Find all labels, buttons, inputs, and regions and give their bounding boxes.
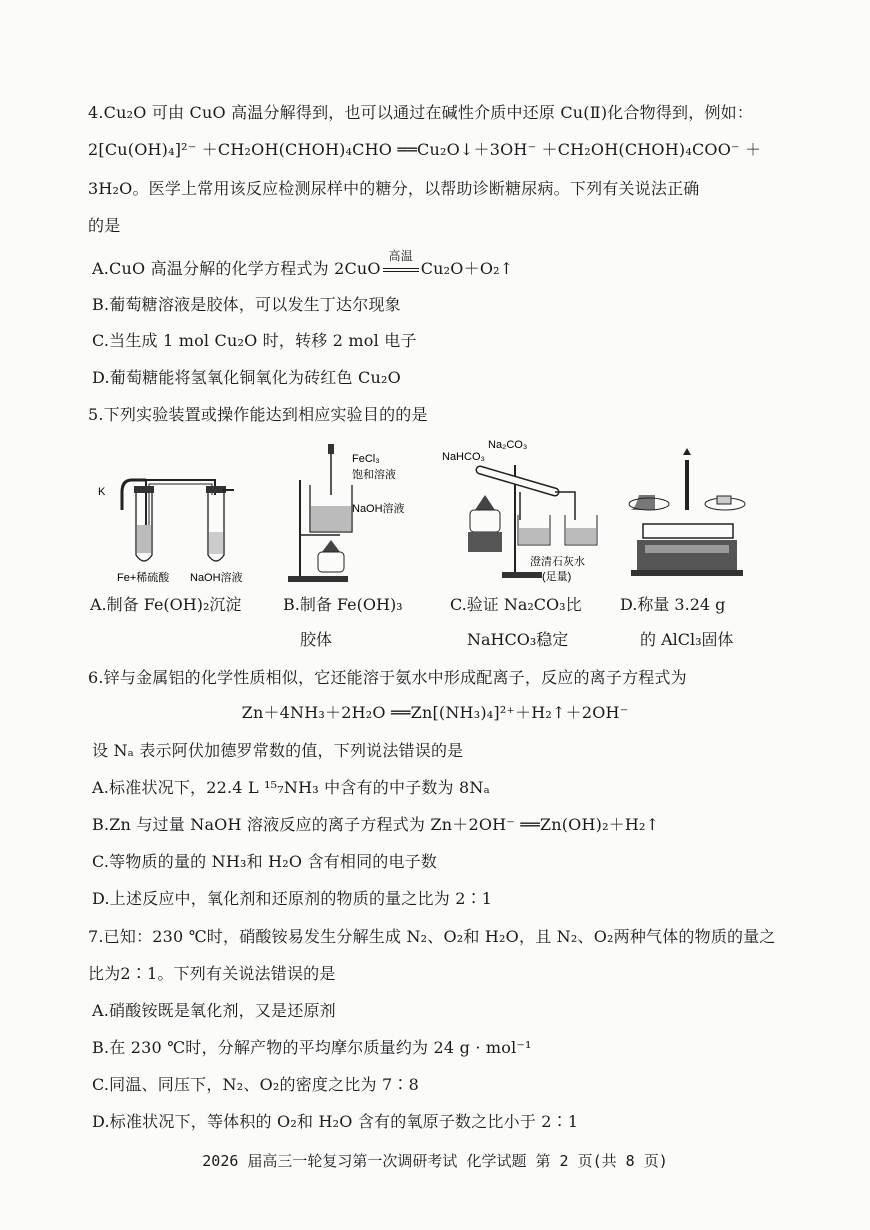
- q4-option-a-condition: 高温: [388, 249, 413, 263]
- q7-option-b: B.在 230 ℃时，分解产物的平均摩尔质量约为 24 g · mol⁻¹: [92, 1038, 532, 1057]
- q6-equation: Zn＋4NH₃＋2H₂O ══Zn[(NH₃)₄]²⁺＋H₂↑＋2OH⁻: [241, 703, 629, 722]
- q4-stem-line4: 的是: [88, 216, 121, 235]
- figure-c-limewater-label: 澄清石灰水: [530, 556, 585, 568]
- q4-option-c: C.当生成 1 mol Cu₂O 时，转移 2 mol 电子: [92, 331, 417, 350]
- figure-b-saturated-label: 饱和溶液: [352, 469, 396, 481]
- figure-b-naoh-label: NaOH溶液: [352, 503, 405, 515]
- q5-stem: 5.下列实验装置或操作能达到相应实验目的的是: [88, 405, 428, 424]
- figure-a-apparatus: [92, 440, 252, 585]
- figure-b-apparatus: [280, 440, 420, 585]
- figure-b-fecl3-label: FeCl₃: [352, 453, 380, 465]
- figure-c-apparatus: [440, 440, 615, 585]
- q6-option-b: B.Zn 与过量 NaOH 溶液反应的离子方程式为 Zn＋2OH⁻ ══Zn(OH)₂＋H₂↑: [92, 815, 660, 834]
- q4-option-a: [92, 249, 514, 279]
- q5-caption-d-line1: D.称量 3.24 g: [620, 595, 726, 614]
- q7-option-c: C.同温、同压下，N₂、O₂的密度之比为 7∶8: [92, 1075, 419, 1094]
- q5-caption-b-line1: B.制备 Fe(OH)₃: [283, 595, 403, 614]
- figure-a-right-label: NaOH溶液: [190, 572, 243, 584]
- q4-option-a-pre: A.CuO 高温分解的化学方程式为 2CuO: [92, 259, 381, 278]
- figure-c-na2co3-label: Na₂CO₃: [488, 440, 528, 451]
- figure-a-k-label: K: [98, 486, 106, 498]
- figure-a-left-label: Fe+稀硫酸: [117, 572, 170, 584]
- q4-option-a-arrow: [383, 268, 419, 272]
- figure-c-nahco3-label: NaHCO₃: [442, 451, 485, 463]
- q4-option-d: D.葡萄糖能将氢氧化铜氧化为砖红色 Cu₂O: [92, 368, 401, 387]
- q4-equation: 2[Cu(OH)₄]²⁻ ＋CH₂OH(CHOH)₄CHO ══Cu₂O↓＋3OH⁻ ＋CH₂OH(CHOH)₄COO⁻ ＋: [88, 140, 762, 159]
- q6-option-c: C.等物质的量的 NH₃和 H₂O 含有相同的电子数: [92, 852, 438, 871]
- figure-d-balance: [625, 440, 750, 585]
- figure-c-excess-label: (足量): [542, 571, 572, 583]
- q4-stem-line1: 4.Cu₂O 可由 CuO 高温分解得到，也可以通过在碱性介质中还原 Cu(Ⅱ)化合物得到，例如：: [88, 103, 754, 122]
- q7-stem-line1: 7.已知：230 ℃时，硝酸铵易发生分解生成 N₂、O₂和 H₂O，且 N₂、O₂两种气体的物质的量之: [88, 927, 776, 946]
- q6-option-d: D.上述反应中，氧化剂和还原剂的物质的量之比为 2∶1: [92, 889, 493, 908]
- q5-caption-d-line2: 的 AlCl₃固体: [640, 630, 734, 649]
- q7-option-d: D.标准状况下，等体积的 O₂和 H₂O 含有的氧原子数之比小于 2∶1: [92, 1112, 579, 1131]
- q7-option-a: A.硝酸铵既是氧化剂，又是还原剂: [92, 1001, 336, 1020]
- q6-option-a: A.标准状况下，22.4 L ¹⁵₇NH₃ 中含有的中子数为 8Nₐ: [92, 778, 490, 797]
- q6-stem-line2: 设 Nₐ 表示阿伏加德罗常数的值，下列说法错误的是: [92, 741, 464, 760]
- q5-caption-b-line2: 胶体: [300, 630, 333, 649]
- page-footer: 2026 届高三一轮复习第一次调研考试 化学试题 第 2 页(共 8 页): [202, 1152, 668, 1170]
- q4-stem-line3: 3H₂O。医学上常用该反应检测尿样中的糖分，以帮助诊断糖尿病。下列有关说法正确: [88, 179, 700, 198]
- q4-option-a-post: Cu₂O＋O₂↑: [420, 259, 514, 278]
- q7-stem-line2: 比为2∶1。下列有关说法错误的是: [88, 964, 336, 983]
- q5-caption-c-line1: C.验证 Na₂CO₃比: [450, 595, 582, 614]
- q4-option-b: B.葡萄糖溶液是胶体，可以发生丁达尔现象: [92, 295, 401, 314]
- q5-caption-c-line2: NaHCO₃稳定: [467, 630, 569, 649]
- q6-stem-line1: 6.锌与金属铝的化学性质相似，它还能溶于氨水中形成配离子，反应的离子方程式为: [88, 668, 687, 687]
- q5-caption-a: A.制备 Fe(OH)₂沉淀: [90, 595, 242, 614]
